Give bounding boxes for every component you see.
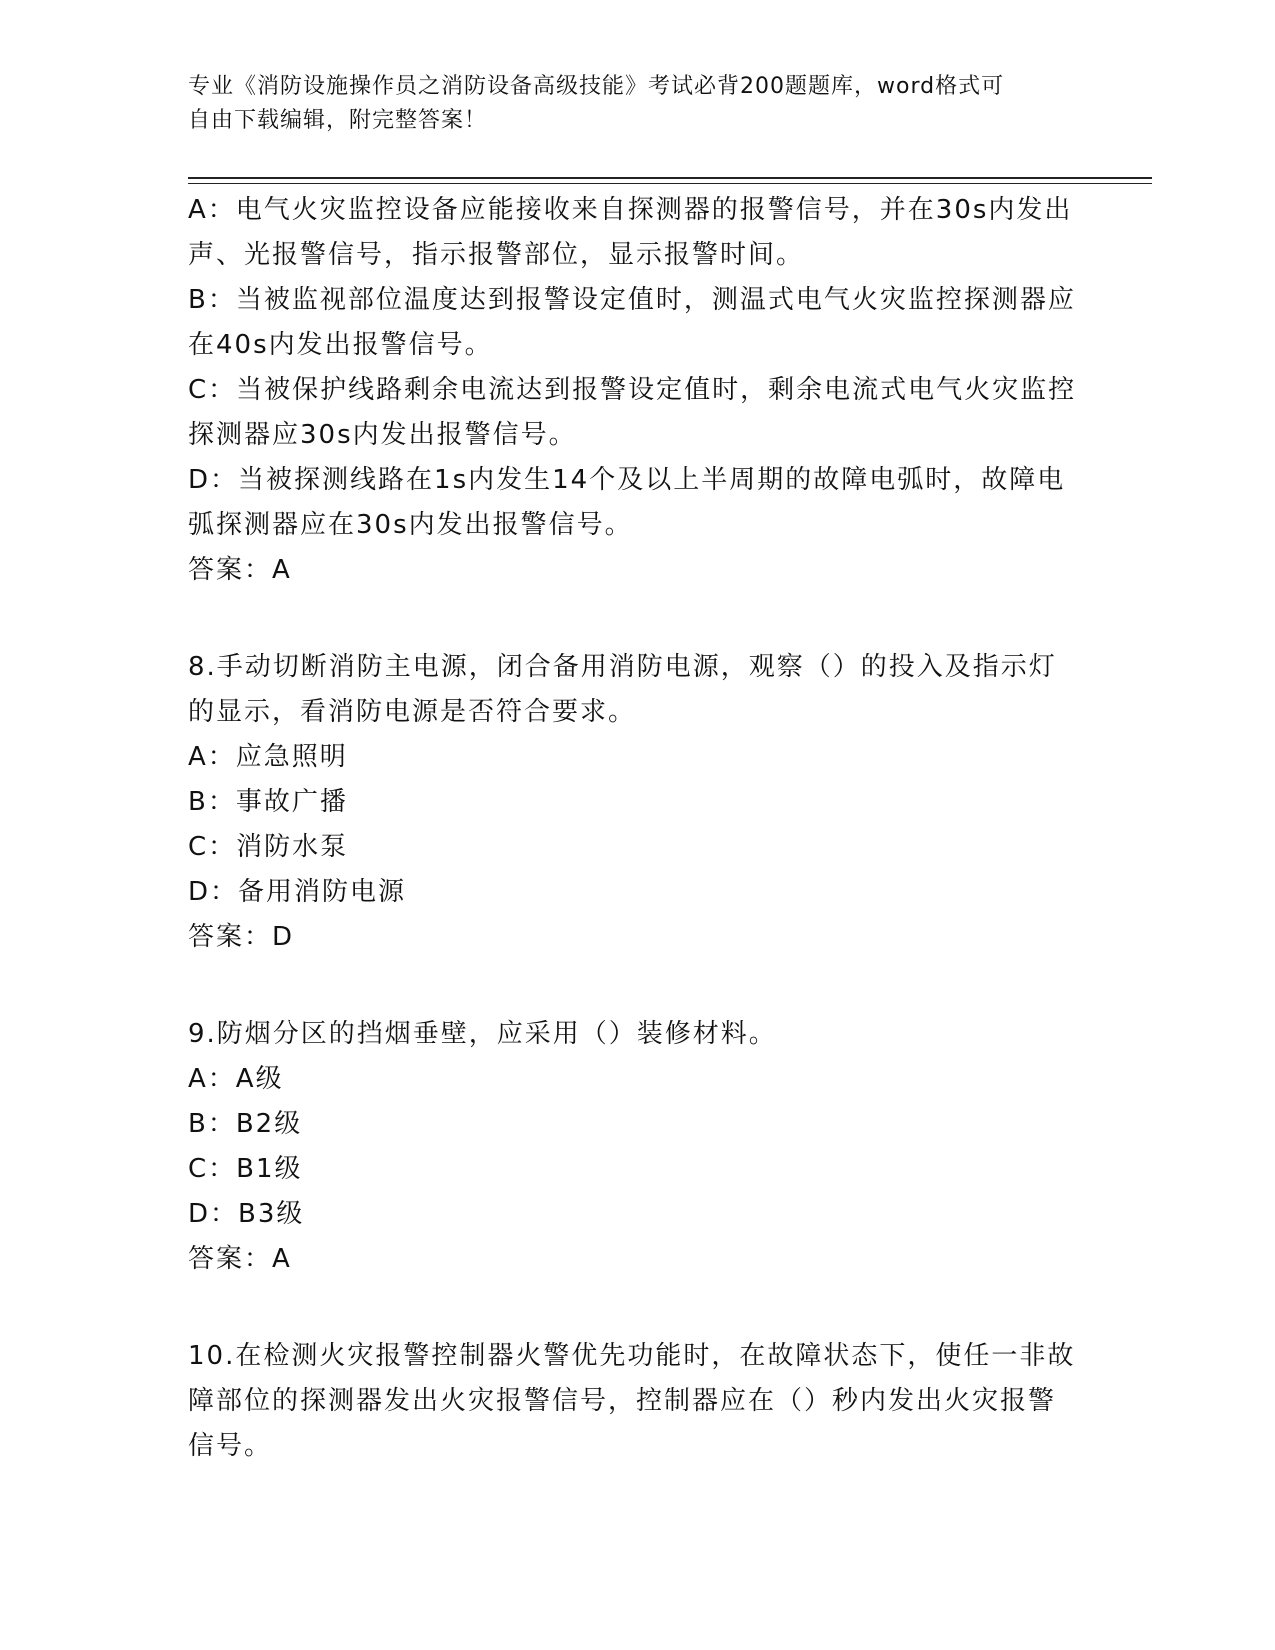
q7-option-a: A：电气火灾监控设备应能接收来自探测器的报警信号，并在30s内发出声、光报警信号，指示报警部位，显示报警时间。 (188, 195, 1073, 270)
question-8-block (188, 645, 1078, 960)
document-header (188, 70, 1068, 138)
q8-question: 8.手动切断消防主电源，闭合备用消防电源，观察（）的投入及指示灯的显示，看消防电源是否符合要求。 (188, 652, 1057, 727)
header-divider-thin (188, 183, 1152, 184)
q8-option-b: B：事故广播 (188, 787, 348, 817)
header-line-2: 自由下载编辑，附完整答案！ (188, 108, 488, 133)
q7-option-d: D：当被探测线路在1s内发生14个及以上半周期的故障电弧时，故障电弧探测器应在30s内发出报警信号。 (188, 465, 1066, 540)
q7-option-b: B：当被监视部位温度达到报警设定值时，测温式电气火灾监控探测器应在40s内发出报警信号。 (188, 285, 1076, 360)
question-content (188, 188, 1078, 1469)
q7-answer: 答案：A (188, 555, 292, 585)
q9-option-b: B：B2级 (188, 1109, 303, 1139)
q9-answer: 答案：A (188, 1244, 292, 1274)
q7-option-c: C：当被保护线路剩余电流达到报警设定值时，剩余电流式电气火灾监控探测器应30s内发出报警信号。 (188, 375, 1077, 450)
question-9-block (188, 1012, 1078, 1282)
q9-question: 9.防烟分区的挡烟垂壁，应采用（）装修材料。 (188, 1019, 777, 1049)
question-10-block (188, 1334, 1078, 1469)
q9-option-a: A：A级 (188, 1064, 284, 1094)
header-divider-thick (188, 177, 1152, 179)
q9-option-c: C：B1级 (188, 1154, 303, 1184)
q8-option-a: A：应急照明 (188, 742, 348, 772)
header-line-1: 专业《消防设施操作员之消防设备高级技能》考试必背200题题库，word格式可 (188, 74, 1005, 99)
q9-option-d: D：B3级 (188, 1199, 305, 1229)
q8-answer: 答案：D (188, 922, 295, 952)
q8-option-d: D：备用消防电源 (188, 877, 407, 907)
q8-option-c: C：消防水泵 (188, 832, 349, 862)
question-7-block (188, 188, 1078, 593)
q10-question: 10.在检测火灾报警控制器火警优先功能时，在故障状态下，使任一非故障部位的探测器发出火灾报警信号，控制器应在（）秒内发出火灾报警信号。 (188, 1341, 1076, 1461)
